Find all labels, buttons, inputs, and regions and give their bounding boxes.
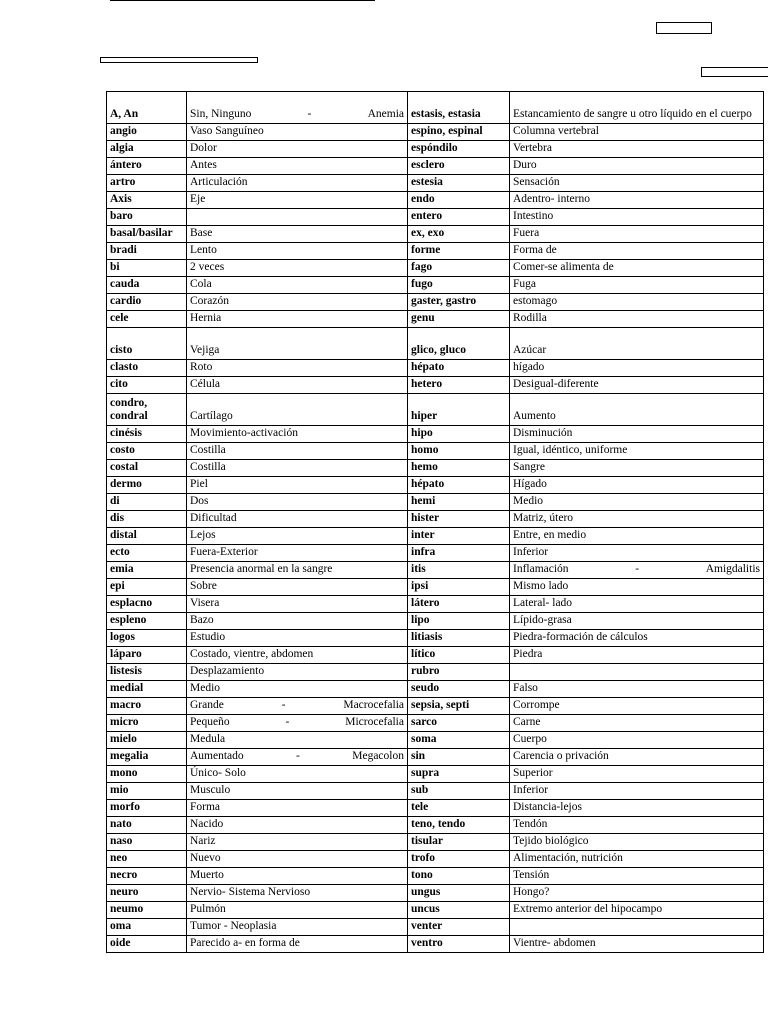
term-cell: teno, tendo bbox=[408, 817, 510, 834]
definition-cell: Medio bbox=[187, 681, 408, 698]
definition-cell: Bazo bbox=[187, 613, 408, 630]
definition-cell: Carne bbox=[510, 715, 764, 732]
definition-cell bbox=[187, 92, 408, 124]
term-cell: emia bbox=[107, 562, 187, 579]
term-cell: esclero bbox=[408, 158, 510, 175]
definition-cell bbox=[187, 698, 408, 715]
term-cell: dermo bbox=[107, 477, 187, 494]
table-row bbox=[107, 664, 764, 681]
definition-cell: Inferior bbox=[510, 545, 764, 562]
definition-cell: Antes bbox=[187, 158, 408, 175]
term-cell: ecto bbox=[107, 545, 187, 562]
table-row bbox=[107, 851, 764, 868]
term-cell: trofo bbox=[408, 851, 510, 868]
definition-cell: Vejiga bbox=[187, 328, 408, 360]
term-cell: medial bbox=[107, 681, 187, 698]
definition-cell: Extremo anterior del hipocampo bbox=[510, 902, 764, 919]
definition-cell: Corazón bbox=[187, 294, 408, 311]
term-cell: sarco bbox=[408, 715, 510, 732]
justified-definition bbox=[190, 716, 404, 729]
definition-cell: Carencia o privación bbox=[510, 749, 764, 766]
table-row bbox=[107, 477, 764, 494]
term-cell: epi bbox=[107, 579, 187, 596]
definition-part: - bbox=[281, 699, 286, 711]
term-cell: inter bbox=[408, 528, 510, 545]
table-row bbox=[107, 902, 764, 919]
table-row bbox=[107, 260, 764, 277]
definition-cell: Eje bbox=[187, 192, 408, 209]
term-cell: uncus bbox=[408, 902, 510, 919]
definition-cell: Tejido biológico bbox=[510, 834, 764, 851]
definition-cell: Intestino bbox=[510, 209, 764, 226]
definition-cell: Dolor bbox=[187, 141, 408, 158]
table-row bbox=[107, 868, 764, 885]
term-cell: itis bbox=[408, 562, 510, 579]
definition-cell: Sobre bbox=[187, 579, 408, 596]
definition-cell: Pulmón bbox=[187, 902, 408, 919]
definition-cell: Fuga bbox=[510, 277, 764, 294]
table-row bbox=[107, 328, 764, 360]
definition-cell: Hígado bbox=[510, 477, 764, 494]
term-cell: megalia bbox=[107, 749, 187, 766]
definition-cell: Parecido a- en forma de bbox=[187, 936, 408, 953]
definition-cell: Nuevo bbox=[187, 851, 408, 868]
table-row bbox=[107, 377, 764, 394]
table-row bbox=[107, 141, 764, 158]
term-cell: látero bbox=[408, 596, 510, 613]
term-cell: forme bbox=[408, 243, 510, 260]
definition-cell: Fuera-Exterior bbox=[187, 545, 408, 562]
term-cell: cito bbox=[107, 377, 187, 394]
term-cell: cauda bbox=[107, 277, 187, 294]
table-row bbox=[107, 443, 764, 460]
definition-cell: Mismo lado bbox=[510, 579, 764, 596]
term-cell: supra bbox=[408, 766, 510, 783]
definition-cell: Lípido-grasa bbox=[510, 613, 764, 630]
definition-cell: Medula bbox=[187, 732, 408, 749]
definition-cell: Entre, en medio bbox=[510, 528, 764, 545]
table-row bbox=[107, 783, 764, 800]
table-row bbox=[107, 426, 764, 443]
definition-cell: Vientre- abdomen bbox=[510, 936, 764, 953]
definition-cell: Muerto bbox=[187, 868, 408, 885]
definition-cell: Nervio- Sistema Nervioso bbox=[187, 885, 408, 902]
definition-cell: Cuerpo bbox=[510, 732, 764, 749]
term-cell: mio bbox=[107, 783, 187, 800]
definition-part: Microcefalia bbox=[345, 716, 404, 728]
table-row bbox=[107, 766, 764, 783]
term-cell: estasis, estasia bbox=[408, 92, 510, 124]
justified-definition bbox=[190, 699, 404, 712]
definition-cell: Columna vertebral bbox=[510, 124, 764, 141]
term-cell: hépato bbox=[408, 360, 510, 377]
term-cell: di bbox=[107, 494, 187, 511]
glossary-body bbox=[107, 92, 764, 953]
table-row bbox=[107, 545, 764, 562]
term-cell: hetero bbox=[408, 377, 510, 394]
table-row bbox=[107, 511, 764, 528]
term-cell: baro bbox=[107, 209, 187, 226]
definition-cell: Lento bbox=[187, 243, 408, 260]
term-cell: soma bbox=[408, 732, 510, 749]
table-row bbox=[107, 834, 764, 851]
table-row bbox=[107, 192, 764, 209]
term-cell: fago bbox=[408, 260, 510, 277]
table-row bbox=[107, 596, 764, 613]
table-row bbox=[107, 647, 764, 664]
term-cell: hister bbox=[408, 511, 510, 528]
term-cell: ungus bbox=[408, 885, 510, 902]
definition-cell: Estancamiento de sangre u otro líquido en el cuerpo bbox=[510, 92, 764, 124]
term-cell: espino, espinal bbox=[408, 124, 510, 141]
header-box-right bbox=[656, 22, 712, 34]
term-cell: endo bbox=[408, 192, 510, 209]
term-cell: hipo bbox=[408, 426, 510, 443]
definition-cell: Desplazamiento bbox=[187, 664, 408, 681]
term-cell: ipsi bbox=[408, 579, 510, 596]
term-cell: micro bbox=[107, 715, 187, 732]
term-cell: logos bbox=[107, 630, 187, 647]
term-cell: láparo bbox=[107, 647, 187, 664]
term-cell: cisto bbox=[107, 328, 187, 360]
term-cell: cele bbox=[107, 311, 187, 328]
table-row bbox=[107, 698, 764, 715]
term-cell: venter bbox=[408, 919, 510, 936]
definition-cell: Falso bbox=[510, 681, 764, 698]
term-cell: listesis bbox=[107, 664, 187, 681]
term-cell: sin bbox=[408, 749, 510, 766]
table-row bbox=[107, 579, 764, 596]
definition-cell: Cartílago bbox=[187, 394, 408, 426]
table-row bbox=[107, 528, 764, 545]
term-cell: ventro bbox=[408, 936, 510, 953]
term-cell: nato bbox=[107, 817, 187, 834]
definition-part: Anemia bbox=[367, 108, 404, 120]
term-cell: homo bbox=[408, 443, 510, 460]
table-row bbox=[107, 277, 764, 294]
term-cell: morfo bbox=[107, 800, 187, 817]
definition-part: Amigdalitis bbox=[705, 563, 760, 575]
term-cell: hépato bbox=[408, 477, 510, 494]
definition-cell: Forma bbox=[187, 800, 408, 817]
term-cell: litiasis bbox=[408, 630, 510, 647]
term-cell: necro bbox=[107, 868, 187, 885]
table-row bbox=[107, 311, 764, 328]
definition-part: Grande bbox=[190, 699, 224, 711]
term-cell: ántero bbox=[107, 158, 187, 175]
table-row bbox=[107, 749, 764, 766]
table-row bbox=[107, 494, 764, 511]
term-cell: angio bbox=[107, 124, 187, 141]
table-row bbox=[107, 124, 764, 141]
term-cell: genu bbox=[408, 311, 510, 328]
definition-cell: Base bbox=[187, 226, 408, 243]
term-cell: lipo bbox=[408, 613, 510, 630]
table-row bbox=[107, 294, 764, 311]
definition-cell: Forma de bbox=[510, 243, 764, 260]
table-row bbox=[107, 394, 764, 426]
header-box-edge bbox=[701, 67, 768, 77]
table-row bbox=[107, 158, 764, 175]
term-cell: oma bbox=[107, 919, 187, 936]
definition-cell: Dificultad bbox=[187, 511, 408, 528]
definition-cell: Nacido bbox=[187, 817, 408, 834]
definition-part: Pequeño bbox=[190, 716, 230, 728]
term-cell: tele bbox=[408, 800, 510, 817]
definition-cell: Sangre bbox=[510, 460, 764, 477]
definition-cell: Medio bbox=[510, 494, 764, 511]
table-row bbox=[107, 817, 764, 834]
term-cell: dis bbox=[107, 511, 187, 528]
definition-cell: Lateral- lado bbox=[510, 596, 764, 613]
definition-part: Aumentado bbox=[190, 750, 244, 762]
justified-definition bbox=[513, 563, 760, 576]
definition-cell: Dos bbox=[187, 494, 408, 511]
term-cell: entero bbox=[408, 209, 510, 226]
table-row bbox=[107, 175, 764, 192]
term-cell: bi bbox=[107, 260, 187, 277]
term-cell: neo bbox=[107, 851, 187, 868]
term-cell: rubro bbox=[408, 664, 510, 681]
definition-cell: Único- Solo bbox=[187, 766, 408, 783]
definition-cell: Cola bbox=[187, 277, 408, 294]
definition-part: - bbox=[635, 563, 640, 575]
definition-part: Macrocefalia bbox=[343, 699, 404, 711]
term-cell: tono bbox=[408, 868, 510, 885]
table-row bbox=[107, 209, 764, 226]
definition-part: - bbox=[296, 750, 300, 762]
term-cell: mono bbox=[107, 766, 187, 783]
definition-cell: Superior bbox=[510, 766, 764, 783]
definition-cell: Igual, idéntico, uniforme bbox=[510, 443, 764, 460]
term-cell: oide bbox=[107, 936, 187, 953]
term-cell: clasto bbox=[107, 360, 187, 377]
definition-part: - bbox=[307, 108, 312, 120]
definition-cell: 2 veces bbox=[187, 260, 408, 277]
definition-cell: hígado bbox=[510, 360, 764, 377]
term-cell: sepsia, septi bbox=[408, 698, 510, 715]
term-cell: espleno bbox=[107, 613, 187, 630]
term-cell: fugo bbox=[408, 277, 510, 294]
header-box-left bbox=[100, 57, 258, 63]
definition-cell: Piedra-formación de cálculos bbox=[510, 630, 764, 647]
table-row bbox=[107, 613, 764, 630]
definition-cell: Alimentación, nutrición bbox=[510, 851, 764, 868]
term-cell: gaster, gastro bbox=[408, 294, 510, 311]
definition-cell: Estudio bbox=[187, 630, 408, 647]
definition-cell: Rodilla bbox=[510, 311, 764, 328]
term-cell: tisular bbox=[408, 834, 510, 851]
table-row bbox=[107, 732, 764, 749]
term-cell: neumo bbox=[107, 902, 187, 919]
term-cell: estesia bbox=[408, 175, 510, 192]
term-cell: lítico bbox=[408, 647, 510, 664]
term-cell: Axis bbox=[107, 192, 187, 209]
definition-cell: Lejos bbox=[187, 528, 408, 545]
definition-cell: Piedra bbox=[510, 647, 764, 664]
table-row bbox=[107, 919, 764, 936]
definition-cell: estomago bbox=[510, 294, 764, 311]
definition-cell: Sensación bbox=[510, 175, 764, 192]
table-row bbox=[107, 715, 764, 732]
table-row bbox=[107, 800, 764, 817]
term-cell: naso bbox=[107, 834, 187, 851]
definition-cell: Costilla bbox=[187, 460, 408, 477]
table-row bbox=[107, 460, 764, 477]
definition-cell: Costilla bbox=[187, 443, 408, 460]
term-cell: mielo bbox=[107, 732, 187, 749]
definition-cell: Fuera bbox=[510, 226, 764, 243]
term-cell: cinésis bbox=[107, 426, 187, 443]
definition-cell: Tensión bbox=[510, 868, 764, 885]
table-row bbox=[107, 562, 764, 579]
term-cell: distal bbox=[107, 528, 187, 545]
definition-cell: Adentro- interno bbox=[510, 192, 764, 209]
term-cell: ex, exo bbox=[408, 226, 510, 243]
definition-cell: Articulación bbox=[187, 175, 408, 192]
definition-cell: Desigual-diferente bbox=[510, 377, 764, 394]
header-rule bbox=[110, 0, 375, 1]
definition-part: Sin, Ninguno bbox=[190, 108, 252, 120]
medical-glossary-table bbox=[106, 91, 764, 953]
definition-cell: Disminución bbox=[510, 426, 764, 443]
definition-cell: Distancia-lejos bbox=[510, 800, 764, 817]
term-cell: esplacno bbox=[107, 596, 187, 613]
term-cell: hemi bbox=[408, 494, 510, 511]
definition-cell bbox=[187, 715, 408, 732]
term-cell: costo bbox=[107, 443, 187, 460]
definition-cell: Costado, vientre, abdomen bbox=[187, 647, 408, 664]
definition-cell bbox=[510, 919, 764, 936]
term-cell: hiper bbox=[408, 394, 510, 426]
definition-cell bbox=[510, 664, 764, 681]
table-row bbox=[107, 630, 764, 647]
definition-cell: Hernia bbox=[187, 311, 408, 328]
term-cell: macro bbox=[107, 698, 187, 715]
definition-cell: Vaso Sanguíneo bbox=[187, 124, 408, 141]
table-row bbox=[107, 681, 764, 698]
definition-cell: Azúcar bbox=[510, 328, 764, 360]
definition-cell: Visera bbox=[187, 596, 408, 613]
table-row bbox=[107, 936, 764, 953]
term-cell: basal/basilar bbox=[107, 226, 187, 243]
term-cell: espóndilo bbox=[408, 141, 510, 158]
definition-cell: Matriz, útero bbox=[510, 511, 764, 528]
term-cell: condro, condral bbox=[107, 394, 187, 426]
definition-cell: Comer-se alimenta de bbox=[510, 260, 764, 277]
definition-cell: Vertebra bbox=[510, 141, 764, 158]
definition-cell: Inferior bbox=[510, 783, 764, 800]
table-row bbox=[107, 243, 764, 260]
definition-cell: Nariz bbox=[187, 834, 408, 851]
definition-part: - bbox=[285, 716, 290, 728]
term-cell: cardio bbox=[107, 294, 187, 311]
definition-cell: Aumento bbox=[510, 394, 764, 426]
term-cell: costal bbox=[107, 460, 187, 477]
justified-definition bbox=[190, 108, 404, 121]
definition-part: Megacolon bbox=[352, 750, 404, 762]
definition-cell: Piel bbox=[187, 477, 408, 494]
definition-cell: Musculo bbox=[187, 783, 408, 800]
definition-cell bbox=[187, 209, 408, 226]
table-row bbox=[107, 885, 764, 902]
definition-cell: Tendón bbox=[510, 817, 764, 834]
term-cell: algia bbox=[107, 141, 187, 158]
definition-cell: Célula bbox=[187, 377, 408, 394]
table-row bbox=[107, 226, 764, 243]
definition-cell: Tumor - Neoplasia bbox=[187, 919, 408, 936]
term-cell: bradi bbox=[107, 243, 187, 260]
term-cell: seudo bbox=[408, 681, 510, 698]
term-cell: A, An bbox=[107, 92, 187, 124]
definition-cell: Roto bbox=[187, 360, 408, 377]
definition-cell: Movimiento-activación bbox=[187, 426, 408, 443]
table-row bbox=[107, 92, 764, 124]
term-cell: infra bbox=[408, 545, 510, 562]
term-cell: glico, gluco bbox=[408, 328, 510, 360]
definition-cell bbox=[187, 749, 408, 766]
definition-cell: Duro bbox=[510, 158, 764, 175]
table-row bbox=[107, 360, 764, 377]
definition-cell bbox=[510, 562, 764, 579]
definition-cell: Hongo? bbox=[510, 885, 764, 902]
term-cell: artro bbox=[107, 175, 187, 192]
term-cell: sub bbox=[408, 783, 510, 800]
term-cell: neuro bbox=[107, 885, 187, 902]
definition-cell: Presencia anormal en la sangre bbox=[187, 562, 408, 579]
definition-part: Inflamación bbox=[513, 563, 569, 575]
definition-cell: Corrompe bbox=[510, 698, 764, 715]
term-cell: hemo bbox=[408, 460, 510, 477]
justified-definition bbox=[190, 750, 404, 763]
